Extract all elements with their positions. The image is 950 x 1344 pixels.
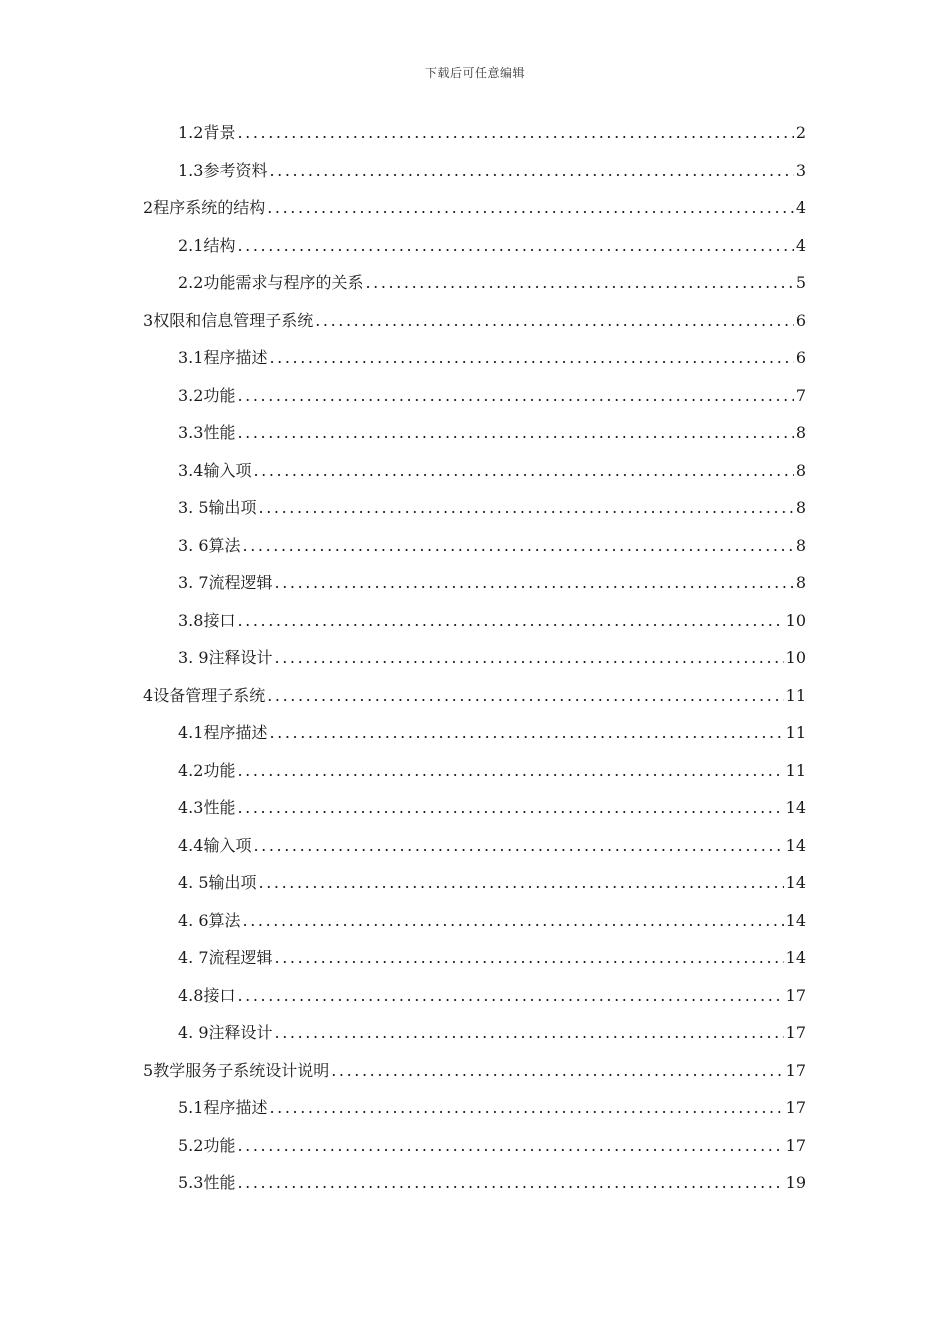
toc-entry-page: 4 [795, 198, 806, 217]
toc-entry-page: 14 [785, 910, 806, 930]
toc-entry-page: 3 [795, 160, 806, 180]
toc-entry-number: 2.1 [178, 235, 204, 255]
toc-leader-dots [253, 458, 793, 484]
toc-entry[interactable] [178, 645, 806, 671]
toc-entry-page: 8 [795, 498, 806, 517]
toc-entry-page: 11 [785, 723, 806, 742]
toc-entry-number: 4. 6 [178, 910, 209, 930]
toc-entry[interactable] [143, 308, 806, 334]
toc-leader-dots [267, 195, 794, 221]
toc-leader-dots [243, 908, 784, 934]
toc-entry[interactable] [178, 608, 806, 634]
toc-entry[interactable] [178, 420, 806, 446]
toc-leader-dots [275, 945, 784, 971]
toc-entry-title: 结构 [203, 235, 236, 255]
toc-entry-number: 3.4 [178, 460, 204, 480]
toc-entry[interactable] [178, 1133, 806, 1159]
toc-entry-page: 8 [795, 460, 806, 480]
toc-entry-number: 3.3 [178, 423, 204, 442]
toc-entry-number: 5.2 [178, 1135, 204, 1155]
toc-entry-title: 输入项 [203, 835, 252, 855]
toc-leader-dots [237, 1170, 783, 1196]
toc-entry-title: 注释设计 [208, 648, 273, 667]
toc-entry-number: 2.2 [178, 273, 204, 292]
toc-entry-number: 4.4 [178, 835, 204, 855]
page-header: 下载后可任意编辑 [424, 66, 525, 80]
toc-entry-number: 4. 5 [178, 873, 209, 892]
toc-entry-page: 10 [785, 648, 806, 667]
toc-entry-title: 程序描述 [203, 348, 268, 367]
toc-leader-dots [237, 233, 793, 259]
toc-entry-title: 参考资料 [203, 160, 268, 180]
toc-entry[interactable] [178, 570, 806, 596]
toc-entry-number: 4. 9 [178, 1023, 209, 1042]
toc-entry[interactable] [178, 233, 806, 259]
toc-leader-dots [267, 683, 783, 709]
toc-entry[interactable] [178, 983, 806, 1009]
toc-entry-page: 7 [795, 385, 806, 405]
toc-leader-dots [275, 570, 794, 596]
toc-entry-title: 程序系统的结构 [153, 198, 266, 217]
toc-entry-number: 4.3 [178, 798, 204, 817]
toc-entry-number: 1.3 [178, 160, 204, 180]
toc-leader-dots [269, 345, 793, 371]
toc-entry-title: 算法 [208, 910, 241, 930]
toc-entry-title: 算法 [208, 535, 241, 555]
toc-entry-number: 4.1 [178, 723, 204, 742]
toc-entry-number: 3. 9 [178, 648, 209, 667]
toc-entry-title: 流程逻辑 [208, 948, 273, 967]
toc-entry-page: 17 [785, 1135, 806, 1155]
toc-entry-title: 教学服务子系统设计说明 [153, 1060, 330, 1080]
toc-entry[interactable] [178, 720, 806, 746]
toc-entry[interactable] [178, 533, 806, 559]
toc-leader-dots [315, 308, 794, 334]
toc-entry-number: 3. 6 [178, 535, 209, 555]
toc-entry-page: 14 [785, 948, 806, 967]
toc-entry[interactable] [143, 195, 806, 221]
toc-entry[interactable] [143, 683, 806, 709]
toc-entry-number: 4.8 [178, 985, 204, 1005]
toc-leader-dots [275, 645, 784, 671]
toc-entry-number: 3 [143, 310, 154, 330]
toc-entry-page: 8 [795, 535, 806, 555]
toc-entry-page: 2 [795, 123, 806, 142]
toc-entry-title: 注释设计 [208, 1023, 273, 1042]
toc-entry-title: 输出项 [208, 873, 257, 892]
toc-leader-dots [237, 608, 783, 634]
toc-entry[interactable] [178, 383, 806, 409]
toc-leader-dots [237, 983, 783, 1009]
toc-entry-page: 17 [785, 1060, 806, 1080]
toc-entry[interactable] [178, 1170, 806, 1196]
toc-leader-dots [259, 495, 794, 521]
toc-entry-title: 性能 [203, 798, 236, 817]
toc-entry[interactable] [178, 795, 806, 821]
toc-entry[interactable] [178, 833, 806, 859]
toc-entry-page: 8 [795, 423, 806, 442]
toc-leader-dots [237, 1133, 783, 1159]
toc-leader-dots [237, 383, 793, 409]
toc-entry-title: 性能 [203, 1173, 236, 1192]
toc-entry-title: 程序描述 [203, 1098, 268, 1117]
toc-leader-dots [275, 1020, 784, 1046]
toc-entry-number: 4.2 [178, 760, 204, 780]
toc-entry-number: 5.1 [178, 1098, 204, 1117]
toc-leader-dots [259, 870, 784, 896]
toc-leader-dots [237, 758, 783, 784]
toc-leader-dots [269, 158, 793, 184]
toc-entry-number: 2 [143, 198, 154, 217]
toc-entry-page: 8 [795, 573, 806, 592]
toc-entry-number: 5 [143, 1060, 154, 1080]
toc-leader-dots [269, 1095, 783, 1121]
toc-entry[interactable] [178, 908, 806, 934]
toc-entry-number: 3. 5 [178, 498, 209, 517]
toc-entry-title: 接口 [203, 985, 236, 1005]
toc-entry-page: 17 [785, 985, 806, 1005]
toc-leader-dots [237, 420, 793, 446]
toc-entry[interactable] [178, 495, 806, 521]
toc-entry[interactable] [178, 158, 806, 184]
toc-entry-page: 14 [785, 873, 806, 892]
toc-entry-number: 3.1 [178, 348, 204, 367]
toc-entry-title: 性能 [203, 423, 236, 442]
toc-entry-page: 6 [795, 348, 806, 367]
toc-entry-number: 3.8 [178, 610, 204, 630]
toc-entry-title: 功能 [203, 1135, 236, 1155]
toc-entry[interactable] [178, 345, 806, 371]
toc-entry-page: 19 [785, 1173, 806, 1192]
toc-entry[interactable] [178, 1095, 806, 1121]
toc-entry-page: 17 [785, 1023, 806, 1042]
toc-entry-number: 5.3 [178, 1173, 204, 1192]
toc-entry-page: 11 [785, 685, 806, 705]
toc-entry[interactable] [178, 870, 806, 896]
toc-entry-page: 5 [795, 273, 806, 292]
toc-entry-number: 3. 7 [178, 573, 209, 592]
toc-entry-title: 功能 [203, 385, 236, 405]
toc-entry[interactable] [178, 758, 806, 784]
toc-entry-title: 背景 [203, 123, 236, 142]
toc-entry-number: 4. 7 [178, 948, 209, 967]
toc-leader-dots [331, 1058, 783, 1084]
toc-entry[interactable] [143, 1058, 806, 1084]
toc-leader-dots [365, 270, 793, 296]
toc-entry-title: 功能需求与程序的关系 [203, 273, 364, 292]
toc-entry-page: 14 [785, 798, 806, 817]
toc-entry-title: 权限和信息管理子系统 [153, 310, 314, 330]
toc-entry-number: 3.2 [178, 385, 204, 405]
toc-leader-dots [237, 795, 783, 821]
toc-entry-title: 设备管理子系统 [153, 685, 266, 705]
toc-entry[interactable] [178, 270, 806, 296]
toc-entry-title: 输出项 [208, 498, 257, 517]
toc-entry-number: 4 [143, 685, 154, 705]
toc-leader-dots [269, 720, 783, 746]
toc-leader-dots [243, 533, 794, 559]
toc-entry-page: 17 [785, 1098, 806, 1117]
toc-entry-page: 10 [785, 610, 806, 630]
toc-entry-title: 接口 [203, 610, 236, 630]
toc-entry[interactable] [178, 120, 806, 146]
toc-entry-number: 1.2 [178, 123, 204, 142]
toc-entry[interactable] [178, 1020, 806, 1046]
toc-entry-page: 6 [795, 310, 806, 330]
toc-entry-title: 程序描述 [203, 723, 268, 742]
toc-entry[interactable] [178, 945, 806, 971]
toc-entry-page: 14 [785, 835, 806, 855]
toc-entry-page: 4 [795, 235, 806, 255]
toc-leader-dots [253, 833, 783, 859]
toc-entry-title: 输入项 [203, 460, 252, 480]
toc-entry-page: 11 [785, 760, 806, 780]
toc-leader-dots [237, 120, 793, 146]
toc-entry-title: 流程逻辑 [208, 573, 273, 592]
toc-entry-title: 功能 [203, 760, 236, 780]
toc-entry[interactable] [178, 458, 806, 484]
